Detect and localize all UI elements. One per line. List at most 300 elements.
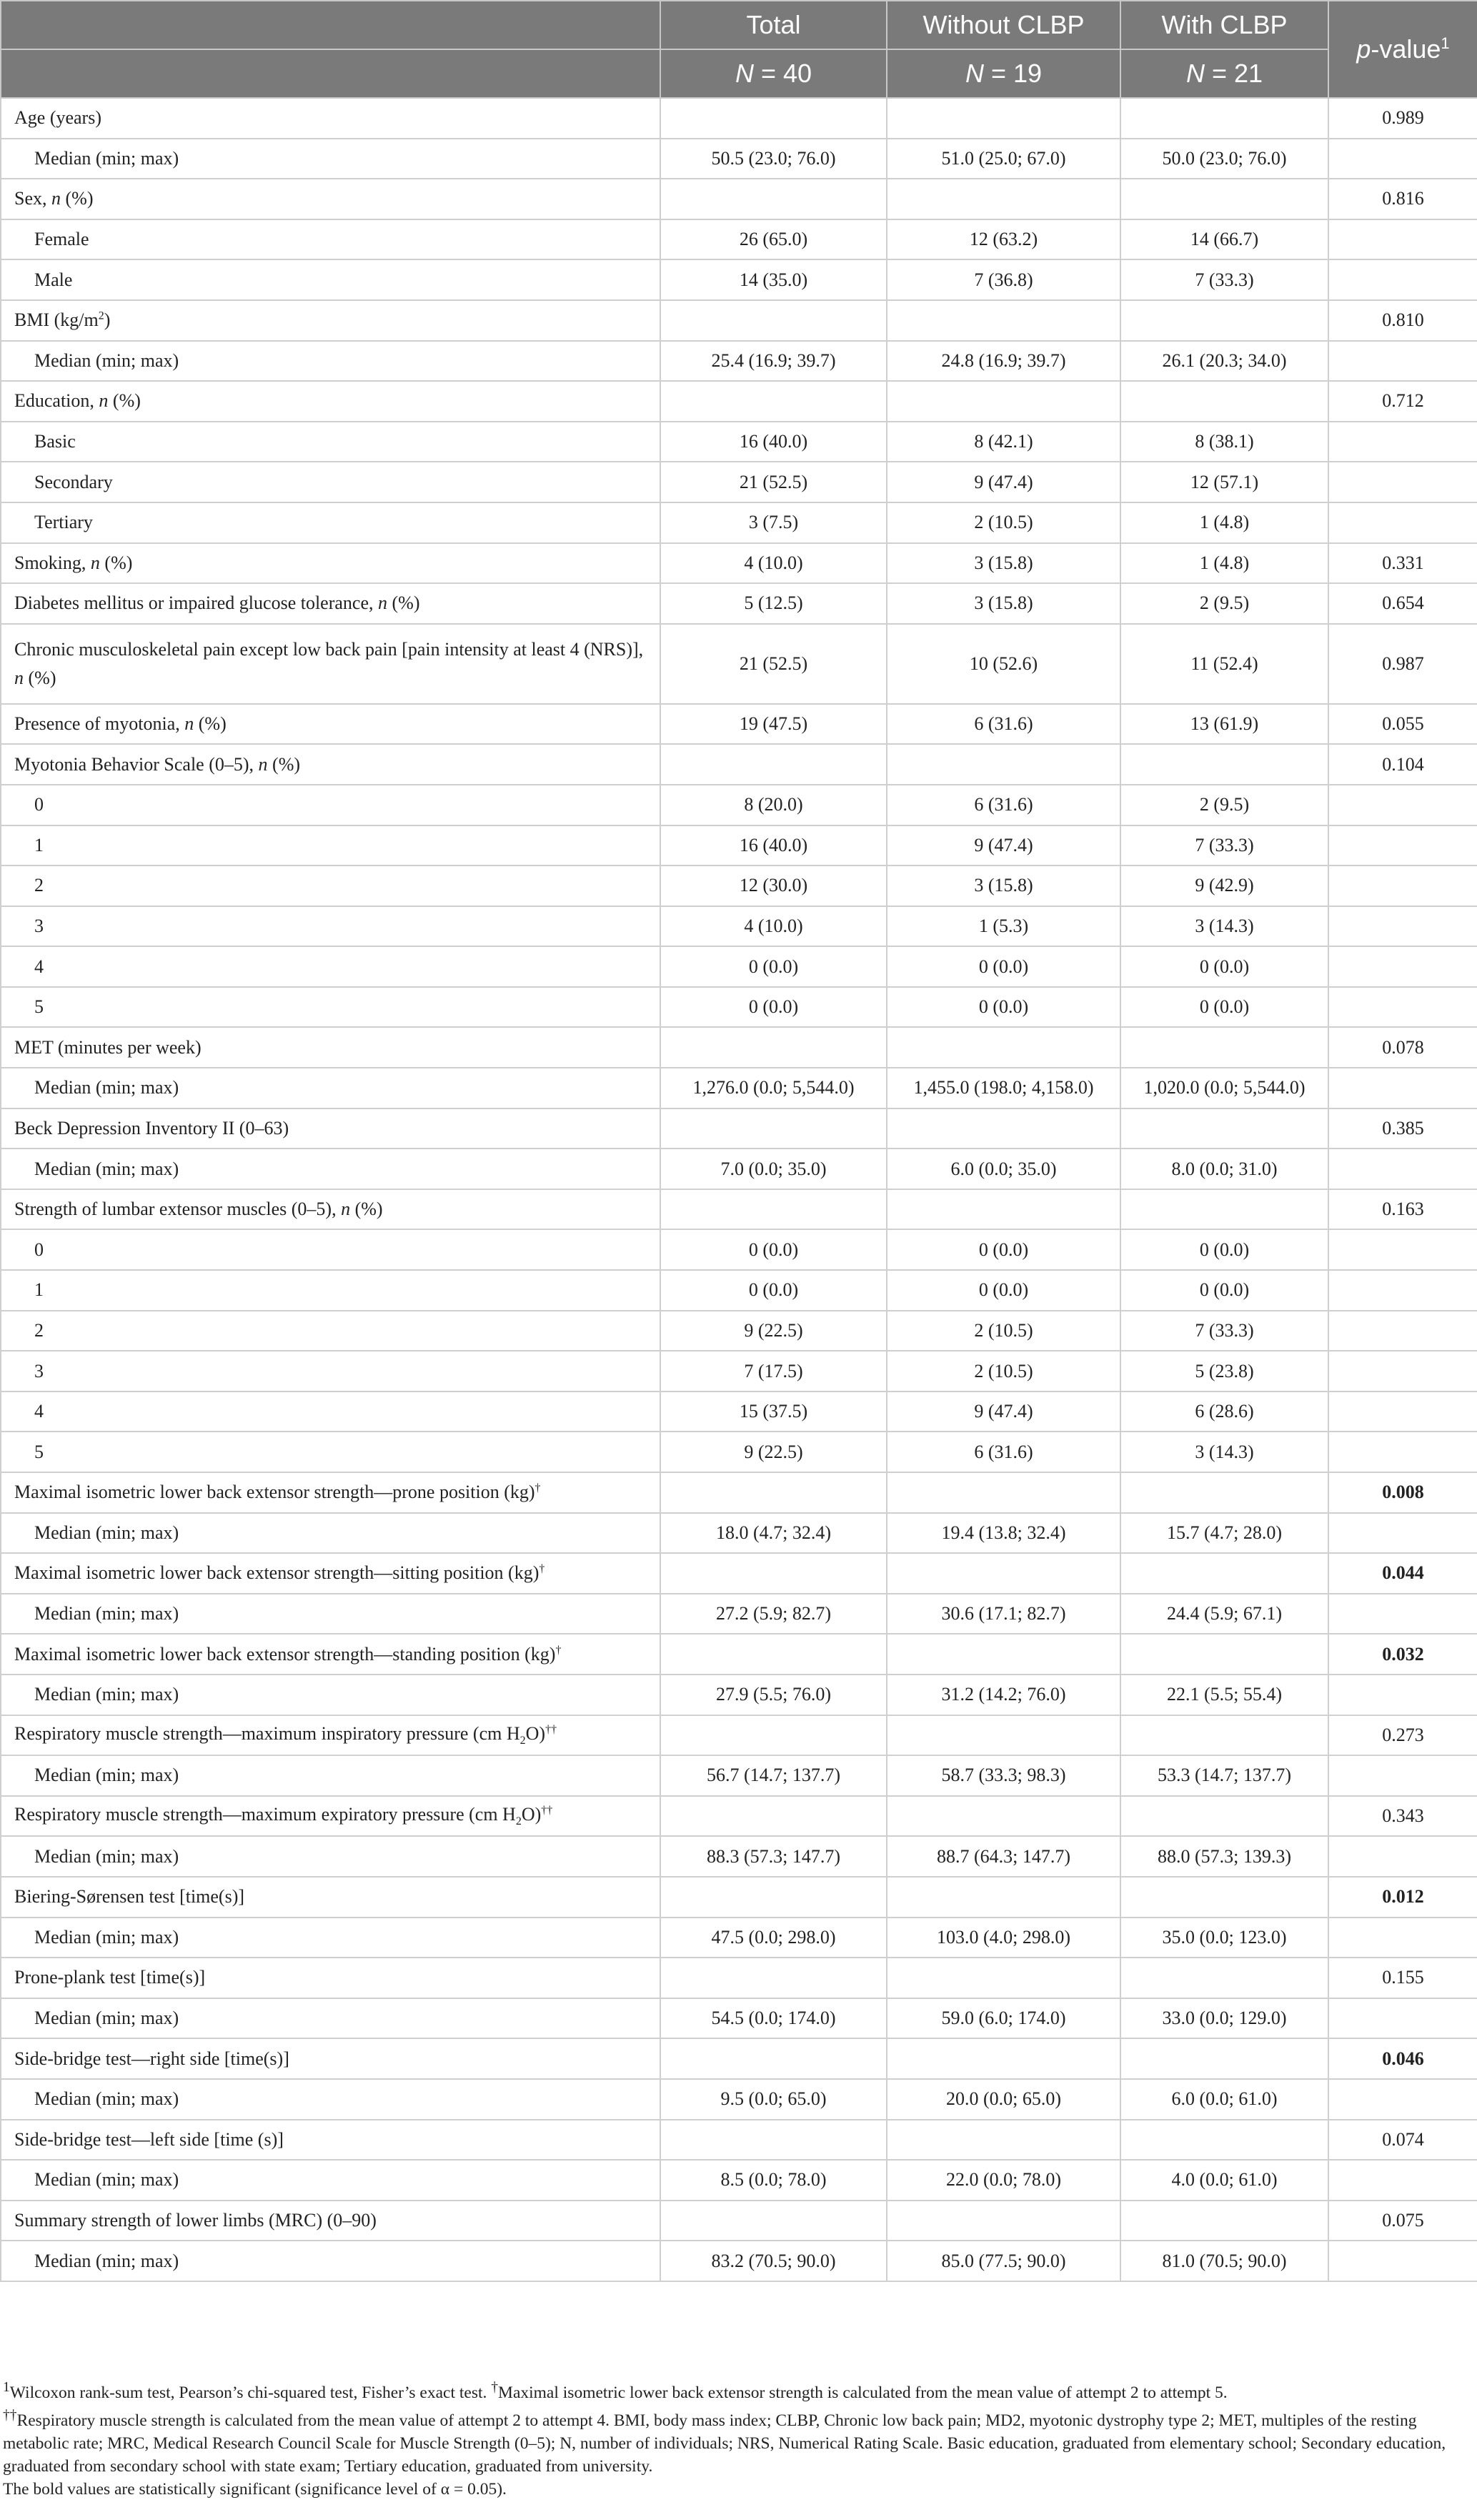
table-row [1,1513,1477,1554]
cell-p-value [1328,462,1477,502]
table-row [1,1189,1477,1230]
table-row [1,1311,1477,1351]
row-label: Strength of lumbar extensor muscles (0–5), n (%) [1,1189,660,1230]
table-row [1,1755,1477,1796]
table-row [1,341,1477,382]
cell-without-clbp [887,1958,1120,1998]
cell-without-clbp [887,1027,1120,1068]
cell-p-value: 0.273 [1328,1715,1477,1756]
cell-total: 0 (0.0) [660,1270,887,1311]
row-label: Diabetes mellitus or impaired glucose tolerance, n (%) [1,583,660,624]
cell-p-value [1328,1270,1477,1311]
cell-without-clbp [887,179,1120,219]
cell-with-clbp: 7 (33.3) [1120,825,1328,866]
cell-without-clbp: 6.0 (0.0; 35.0) [887,1149,1120,1189]
cell-with-clbp: 50.0 (23.0; 76.0) [1120,139,1328,179]
cell-without-clbp: 103.0 (4.0; 298.0) [887,1918,1120,1958]
cell-total: 3 (7.5) [660,502,887,543]
cell-without-clbp: 9 (47.4) [887,825,1120,866]
table-row [1,825,1477,866]
table-row [1,219,1477,260]
cell-total: 4 (10.0) [660,543,887,584]
row-label: Presence of myotonia, n (%) [1,704,660,745]
cell-with-clbp [1120,300,1328,341]
n-total-label: N = 40 [735,59,812,88]
row-label: Median (min; max) [1,1918,660,1958]
header-without-clbp: Without CLBP [887,1,1120,49]
cell-without-clbp: 85.0 (77.5; 90.0) [887,2241,1120,2281]
cell-p-value [1328,2160,1477,2201]
cell-p-value [1328,259,1477,300]
cell-p-value [1328,1513,1477,1554]
cell-p-value [1328,1755,1477,1796]
cell-with-clbp: 1,020.0 (0.0; 5,544.0) [1120,1068,1328,1108]
cell-with-clbp: 22.1 (5.5; 55.4) [1120,1675,1328,1715]
header-total: Total [660,1,887,49]
cell-total [660,1189,887,1230]
cell-p-value: 0.078 [1328,1027,1477,1068]
cell-without-clbp: 30.6 (17.1; 82.7) [887,1594,1120,1634]
cell-total: 54.5 (0.0; 174.0) [660,1998,887,2039]
row-label: 5 [1,987,660,1028]
row-label: Side-bridge test—left side [time (s)] [1,2120,660,2161]
row-label: 0 [1,785,660,825]
cell-without-clbp: 10 (52.6) [887,624,1120,704]
cell-with-clbp [1120,1796,1328,1837]
table-row [1,1108,1477,1149]
cell-p-value: 0.044 [1328,1553,1477,1594]
header-n-row [1,49,1477,98]
cell-with-clbp: 35.0 (0.0; 123.0) [1120,1918,1328,1958]
cell-total [660,1553,887,1594]
cell-with-clbp [1120,744,1328,785]
cell-total: 27.2 (5.9; 82.7) [660,1594,887,1634]
n-with [1120,49,1328,98]
cell-total [660,1472,887,1513]
cell-without-clbp: 24.8 (16.9; 39.7) [887,341,1120,382]
table-row [1,865,1477,906]
cell-total: 5 (12.5) [660,583,887,624]
cell-without-clbp [887,300,1120,341]
row-label: Respiratory muscle strength—maximum inspiratory pressure (cm $H_2O)^{\dagger\dagger}$ [1,1715,660,1756]
cell-p-value [1328,865,1477,906]
cell-total [660,1715,887,1756]
cell-with-clbp: 11 (52.4) [1120,624,1328,704]
cell-p-value: 0.008 [1328,1472,1477,1513]
table-row [1,2079,1477,2120]
cell-p-value: 0.385 [1328,1108,1477,1149]
cell-p-value: 0.989 [1328,98,1477,139]
cell-without-clbp [887,2038,1120,2079]
table-row [1,1918,1477,1958]
cell-without-clbp: 19.4 (13.8; 32.4) [887,1513,1120,1554]
row-label: Median (min; max) [1,1755,660,1796]
table-row [1,1998,1477,2039]
cell-without-clbp: 9 (47.4) [887,1392,1120,1432]
cell-p-value [1328,946,1477,987]
row-label: Median (min; max) [1,1068,660,1108]
footnote-line-3: The bold values are statistically significant (significance level of α = 0.05). [3,2479,507,2499]
cell-without-clbp: 1,455.0 (198.0; 4,158.0) [887,1068,1120,1108]
header-p-italic: p [1356,34,1371,64]
table-row [1,1392,1477,1432]
cell-with-clbp: 88.0 (57.3; 139.3) [1120,1836,1328,1877]
cell-total [660,1958,887,1998]
cell-without-clbp: 0 (0.0) [887,987,1120,1028]
cell-p-value [1328,987,1477,1028]
row-label: Basic [1,422,660,462]
cell-total: 7 (17.5) [660,1351,887,1392]
row-label: Female [1,219,660,260]
cell-without-clbp: 22.0 (0.0; 78.0) [887,2160,1120,2201]
cell-with-clbp: 2 (9.5) [1120,583,1328,624]
cell-p-value: 0.654 [1328,583,1477,624]
table-body [1,98,1477,2281]
cell-total: 21 (52.5) [660,462,887,502]
cell-total: 8.5 (0.0; 78.0) [660,2160,887,2201]
row-label: Chronic musculoskeletal pain except low back pain [pain intensity at least 4 (NRS)], n (%) [1,624,660,704]
cell-p-value: 0.816 [1328,179,1477,219]
cell-with-clbp [1120,1634,1328,1675]
header-blank [1,1,660,49]
row-label: Age (years) [1,98,660,139]
cell-with-clbp [1120,179,1328,219]
cell-p-value [1328,1594,1477,1634]
cell-with-clbp [1120,1472,1328,1513]
cell-with-clbp: 12 (57.1) [1120,462,1328,502]
table-row [1,583,1477,624]
cell-total: 56.7 (14.7; 137.7) [660,1755,887,1796]
table-row [1,259,1477,300]
cell-total: 21 (52.5) [660,624,887,704]
cell-total: 15 (37.5) [660,1392,887,1432]
cell-total [660,2120,887,2161]
cell-total [660,1027,887,1068]
header-p-value [1328,1,1477,98]
header-with-clbp: With CLBP [1120,1,1328,49]
cell-p-value [1328,1229,1477,1270]
table-row [1,1715,1477,1756]
cell-total: 7.0 (0.0; 35.0) [660,1149,887,1189]
cell-with-clbp: 8.0 (0.0; 31.0) [1120,1149,1328,1189]
table-row [1,1149,1477,1189]
table-row [1,139,1477,179]
table-row [1,1634,1477,1675]
cell-total: 8 (20.0) [660,785,887,825]
row-label: Sex, n (%) [1,179,660,219]
row-label: Prone-plank test [time(s)] [1,1958,660,1998]
row-label: Median (min; max) [1,1513,660,1554]
cell-total: 1,276.0 (0.0; 5,544.0) [660,1068,887,1108]
cell-p-value [1328,906,1477,947]
cell-p-value [1328,1392,1477,1432]
cell-with-clbp: 13 (61.9) [1120,704,1328,745]
row-label: 4 [1,946,660,987]
cell-total: 88.3 (57.3; 147.7) [660,1836,887,1877]
cell-without-clbp: 31.2 (14.2; 76.0) [887,1675,1120,1715]
cell-total: 26 (65.0) [660,219,887,260]
table-row [1,1958,1477,1998]
cell-p-value [1328,1311,1477,1351]
cell-with-clbp [1120,1108,1328,1149]
row-label: Beck Depression Inventory II (0–63) [1,1108,660,1149]
cell-total: 83.2 (70.5; 90.0) [660,2241,887,2281]
table-row [1,1229,1477,1270]
cell-without-clbp: 12 (63.2) [887,219,1120,260]
cell-without-clbp: 2 (10.5) [887,1311,1120,1351]
table-row [1,1351,1477,1392]
row-label: Median (min; max) [1,1675,660,1715]
row-label: Side-bridge test—right side [time(s)] [1,2038,660,2079]
table-row [1,1027,1477,1068]
cell-with-clbp [1120,1189,1328,1230]
cell-p-value [1328,139,1477,179]
cell-with-clbp: 5 (23.8) [1120,1351,1328,1392]
table-row [1,1068,1477,1108]
cell-total: 9 (22.5) [660,1432,887,1472]
cell-with-clbp: 53.3 (14.7; 137.7) [1120,1755,1328,1796]
cell-without-clbp: 1 (5.3) [887,906,1120,947]
cell-with-clbp [1120,1027,1328,1068]
cell-total [660,744,887,785]
cell-total [660,179,887,219]
table-row [1,2038,1477,2079]
cell-without-clbp [887,1553,1120,1594]
cell-p-value: 0.155 [1328,1958,1477,1998]
row-label: Biering-Sørensen test [time(s)] [1,1877,660,1918]
cell-with-clbp: 4.0 (0.0; 61.0) [1120,2160,1328,2201]
cell-without-clbp [887,1877,1120,1918]
cell-without-clbp: 59.0 (6.0; 174.0) [887,1998,1120,2039]
table-footnotes [0,2376,1468,2501]
row-label: Median (min; max) [1,341,660,382]
table-row [1,1877,1477,1918]
n-without-label: N = 19 [965,59,1043,88]
cell-without-clbp: 51.0 (25.0; 67.0) [887,139,1120,179]
cell-p-value [1328,422,1477,462]
cell-with-clbp: 14 (66.7) [1120,219,1328,260]
cell-without-clbp [887,381,1120,422]
cell-with-clbp [1120,2201,1328,2241]
table-row [1,462,1477,502]
cell-with-clbp: 7 (33.3) [1120,259,1328,300]
cell-total [660,381,887,422]
footnote-line-2: ††Respiratory muscle strength is calculated from the mean value of attempt 2 to attempt 4. BMI, body mass index; CLBP, Chronic low back pain; MD2, myotonic dystrophy type 2; MET, multiples of the resting metabolic rate; MRC, Medical Research Council Scale for Muscle Strength (0–5); N, number of individuals; NRS, Numerical Rating Scale. Basic education, graduated from elementary school; Secondary education, graduated from secondary school with state exam; Tertiary education, graduated from university. [3,2407,1446,2476]
cell-total: 0 (0.0) [660,1229,887,1270]
row-label: Tertiary [1,502,660,543]
table-row [1,704,1477,745]
cell-without-clbp: 0 (0.0) [887,1229,1120,1270]
table-row [1,1472,1477,1513]
cell-without-clbp: 88.7 (64.3; 147.7) [887,1836,1120,1877]
row-label: 5 [1,1432,660,1472]
cell-p-value [1328,1998,1477,2039]
cell-with-clbp: 7 (33.3) [1120,1311,1328,1351]
cell-p-value [1328,1351,1477,1392]
cell-without-clbp [887,98,1120,139]
cell-p-value [1328,1068,1477,1108]
table-row [1,179,1477,219]
table-row [1,422,1477,462]
cell-total [660,2038,887,2079]
row-label: 2 [1,1311,660,1351]
cell-p-value: 0.810 [1328,300,1477,341]
cell-p-value: 0.163 [1328,1189,1477,1230]
cell-p-value: 0.712 [1328,381,1477,422]
table-row [1,906,1477,947]
cell-total [660,1796,887,1837]
cell-without-clbp: 0 (0.0) [887,946,1120,987]
cell-with-clbp: 81.0 (70.5; 90.0) [1120,2241,1328,2281]
header-p-rest: -value [1371,34,1441,64]
table-row [1,946,1477,987]
header-row [1,1,1477,49]
cell-total: 16 (40.0) [660,825,887,866]
cell-with-clbp [1120,1877,1328,1918]
row-label: Maximal isometric lower back extensor strength—prone position (kg)† [1,1472,660,1513]
cell-with-clbp [1120,1958,1328,1998]
cell-without-clbp [887,1715,1120,1756]
cell-total: 14 (35.0) [660,259,887,300]
cell-p-value: 0.104 [1328,744,1477,785]
cell-total [660,98,887,139]
cell-with-clbp: 1 (4.8) [1120,502,1328,543]
cell-p-value [1328,502,1477,543]
cell-total: 47.5 (0.0; 298.0) [660,1918,887,1958]
cell-p-value [1328,1918,1477,1958]
row-label: Smoking, n (%) [1,543,660,584]
cell-with-clbp: 0 (0.0) [1120,1229,1328,1270]
table-row [1,98,1477,139]
cell-with-clbp: 33.0 (0.0; 129.0) [1120,1998,1328,2039]
header-p-sup: 1 [1441,34,1450,52]
cell-without-clbp [887,1108,1120,1149]
table-row [1,1796,1477,1837]
row-label: 0 [1,1229,660,1270]
table-row [1,1553,1477,1594]
row-label: Median (min; max) [1,1149,660,1189]
cell-without-clbp [887,744,1120,785]
n-without [887,49,1120,98]
cell-without-clbp [887,2120,1120,2161]
row-label: BMI $(kg/m^2)$ [1,300,660,341]
cell-p-value [1328,1149,1477,1189]
cell-total: 12 (30.0) [660,865,887,906]
cell-total: 50.5 (23.0; 76.0) [660,139,887,179]
cell-total: 18.0 (4.7; 32.4) [660,1513,887,1554]
cell-with-clbp: 0 (0.0) [1120,987,1328,1028]
table-row [1,381,1477,422]
cell-without-clbp [887,1189,1120,1230]
row-label: Summary strength of lower limbs (MRC) (0–90) [1,2201,660,2241]
cell-total: 19 (47.5) [660,704,887,745]
cell-total: 9.5 (0.0; 65.0) [660,2079,887,2120]
cell-with-clbp [1120,2038,1328,2079]
row-label: Maximal isometric lower back extensor strength—sitting position (kg)† [1,1553,660,1594]
cell-total [660,1634,887,1675]
header-blank-2 [1,49,660,98]
cell-without-clbp: 7 (36.8) [887,259,1120,300]
cell-with-clbp: 9 (42.9) [1120,865,1328,906]
cell-with-clbp: 24.4 (5.9; 67.1) [1120,1594,1328,1634]
cell-p-value: 0.331 [1328,543,1477,584]
row-label: Secondary [1,462,660,502]
n-with-label: N = 21 [1185,59,1263,88]
table-row [1,987,1477,1028]
row-label: Respiratory muscle strength—maximum expiratory pressure (cm $H_2O)^{\dagger\dagger}$ [1,1796,660,1837]
row-label: 2 [1,865,660,906]
cell-without-clbp: 58.7 (33.3; 98.3) [887,1755,1120,1796]
n-total [660,49,887,98]
row-label: Median (min; max) [1,2079,660,2120]
cell-p-value: 0.032 [1328,1634,1477,1675]
cell-p-value: 0.046 [1328,2038,1477,2079]
cell-p-value: 0.074 [1328,2120,1477,2161]
cell-p-value [1328,1836,1477,1877]
cell-total: 16 (40.0) [660,422,887,462]
row-label: Maximal isometric lower back extensor strength—standing position (kg)† [1,1634,660,1675]
cell-without-clbp: 3 (15.8) [887,543,1120,584]
row-label: Myotonia Behavior Scale (0–5), n (%) [1,744,660,785]
cell-without-clbp [887,1472,1120,1513]
cell-p-value: 0.987 [1328,624,1477,704]
table-row [1,1675,1477,1715]
table-row [1,300,1477,341]
cell-with-clbp: 1 (4.8) [1120,543,1328,584]
cell-p-value [1328,825,1477,866]
cell-p-value [1328,2079,1477,2120]
cell-without-clbp [887,1796,1120,1837]
cell-p-value [1328,2241,1477,2281]
table-row [1,2201,1477,2241]
row-label: 1 [1,825,660,866]
table-row [1,1432,1477,1472]
cell-without-clbp: 6 (31.6) [887,1432,1120,1472]
table-row [1,1594,1477,1634]
cell-p-value: 0.012 [1328,1877,1477,1918]
cell-without-clbp [887,1634,1120,1675]
cell-total: 25.4 (16.9; 39.7) [660,341,887,382]
cell-p-value [1328,1432,1477,1472]
cell-with-clbp [1120,98,1328,139]
cell-p-value: 0.343 [1328,1796,1477,1837]
table-row [1,785,1477,825]
footnote-line-1: $^1$Wilcoxon rank-sum test, Pearson’s chi-squared test, Fisher’s exact test. †Maximal isometric lower back extensor strength is calculated from the mean value of attempt 2 to attempt 5. [3,2380,1228,2402]
cell-without-clbp [887,2201,1120,2241]
cell-with-clbp: 8 (38.1) [1120,422,1328,462]
cell-p-value [1328,341,1477,382]
row-label: 3 [1,1351,660,1392]
table-row [1,2120,1477,2161]
table-row [1,624,1477,704]
cell-with-clbp: 26.1 (20.3; 34.0) [1120,341,1328,382]
cell-without-clbp: 3 (15.8) [887,865,1120,906]
cell-with-clbp: 3 (14.3) [1120,906,1328,947]
row-label: Median (min; max) [1,139,660,179]
table-row [1,1270,1477,1311]
row-label: Median (min; max) [1,1998,660,2039]
cell-without-clbp: 6 (31.6) [887,785,1120,825]
cell-without-clbp: 2 (10.5) [887,1351,1120,1392]
cell-total: 9 (22.5) [660,1311,887,1351]
table-row [1,502,1477,543]
cell-with-clbp: 6 (28.6) [1120,1392,1328,1432]
row-label: Median (min; max) [1,1594,660,1634]
cell-p-value: 0.075 [1328,2201,1477,2241]
cell-p-value: 0.055 [1328,704,1477,745]
cell-with-clbp [1120,2120,1328,2161]
cell-without-clbp: 8 (42.1) [887,422,1120,462]
